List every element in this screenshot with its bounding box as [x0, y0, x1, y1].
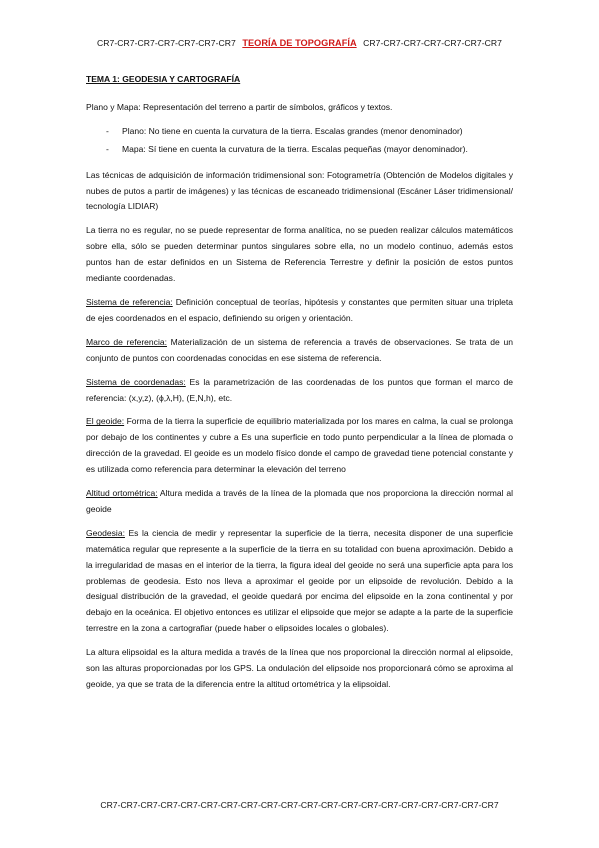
definition-term: Sistema de coordenadas:	[86, 376, 186, 387]
header-right-text: CR7-CR7-CR7-CR7-CR7-CR7-CR7	[363, 38, 502, 48]
topic-heading: TEMA 1: GEODESIA Y CARTOGRAFÍA	[86, 74, 241, 84]
definition-text: Forma de la tierra la superficie de equilibrio materializada por los mares en calma, la cual se prolonga por debajo de los continentes y cubre a Es una superficie en todo punto perpendicular a la línea de plomada o dirección de la gravedad. El geoide es un modelo físico donde el campo de gravedad tiene potencial constante y es utilizada como referencia para determinar la elevación del terreno	[86, 416, 513, 475]
definition-term: Geodesia:	[86, 527, 125, 538]
definition-text: Materialización de un sistema de referencia a través de observaciones. Se trata de un conjunto de puntos con coordenadas conocidas en ese sistema de referencia.	[86, 336, 513, 363]
page-header	[86, 38, 513, 48]
document-title: TEORÍA DE TOPOGRAFÍA	[242, 38, 357, 48]
definition-reference-frame	[86, 335, 513, 367]
definition-term: Sistema de referencia:	[86, 296, 173, 307]
bullet-text: Mapa: Sí tiene en cuenta la curvatura de la tierra. Escalas pequeñas (mayor denominador).	[122, 143, 468, 154]
definition-coordinate-system	[86, 375, 513, 407]
definition-text: Altura medida a través de la línea de la plomada que nos proporciona la dirección normal al geoide	[86, 488, 513, 514]
definition-geodesy	[86, 526, 513, 637]
definition-term: Altitud ortométrica:	[86, 488, 158, 499]
definition-term: El geoide:	[86, 416, 125, 427]
document-body	[86, 72, 513, 701]
intro-paragraph: Plano y Mapa: Representación del terreno a partir de símbolos, gráficos y textos.	[86, 101, 393, 112]
list-item	[86, 124, 513, 140]
ellipsoidal-height-paragraph: La altura elipsoidal es la altura medida a través de la línea que nos proporcional la dirección normal al elipsoide, son las alturas proporcionadas por los GPS. La ondulación del elipsoide nos proporcionará cómo se aproxima al geoide, ya que se trata de la diferencia entre la altitud ortométrica y la elipsoidal.	[86, 647, 513, 689]
definition-text: Es la parametrización de las coordenadas de los puntos que forman el marco de referencia: (x,y,z), (ϕ,λ,H), (E,N,h), etc.	[86, 376, 513, 403]
bullet-text: Plano: No tiene en cuenta la curvatura de la tierra. Escalas grandes (menor denominador)	[122, 125, 463, 136]
list-item	[86, 142, 513, 158]
earth-paragraph: La tierra no es regular, no se puede representar de forma analítica, no se pueden realizar cálculos matemáticos sobre ella, sólo se pueden determinar puntos singulares sobre ella, no un modelo continuo, además estos puntos han de estar definidos en un Sistema de Referencia Terrestre y definir la posición de estos puntos mediante coordenadas.	[86, 225, 513, 284]
definition-geoid	[86, 414, 513, 478]
bullet-list	[86, 124, 513, 158]
header-left-text: CR7-CR7-CR7-CR7-CR7-CR7-CR7	[97, 38, 236, 48]
page-footer: CR7-CR7-CR7-CR7-CR7-CR7-CR7-CR7-CR7-CR7-CR7-CR7-CR7-CR7-CR7-CR7-CR7-CR7-CR7-CR7	[100, 800, 499, 810]
bullet-dash: -	[106, 143, 109, 154]
bullet-dash: -	[106, 125, 109, 136]
definition-term: Marco de referencia:	[86, 336, 167, 347]
definition-reference-system	[86, 295, 513, 327]
definition-orthometric-height	[86, 486, 513, 518]
techniques-paragraph: Las técnicas de adquisición de información tridimensional son: Fotogrametría (Obtención de Modelos digitales y nubes de putos a partir de imágenes) y las técnicas de escaneado tridimensional (Escáner Láser tridimensional/ tecnología LIDIAR)	[86, 169, 513, 212]
definition-text: Es la ciencia de medir y representar la superficie de la tierra, necesita disponer de una superficie matemática regular que represente a la superficie de la tierra en su totalidad con buena aproximación. Debido a la irregularidad de masas en el interior de la tierra, la figura ideal del geoide no será una superficie apta para los problemas de geodesia. Esto nos lleva a aproximar el geoide por un elipsoide de revolución. Debido a la desigual distribución de la gravedad, el geoide quedará por encima del elipsoide en la zona continental y por debajo en la oceánica. El objetivo entonces es utilizar el elipsoide que mejor se adapte a la parte de la superficie terrestre en la zona a cartografiar (puede haber o elipsoides locales o globales).	[86, 527, 513, 634]
definition-text: Definición conceptual de teorías, hipótesis y constantes que permiten situar una tripleta de ejes coordenados en el espacio, definiendo su origen y orientación.	[86, 296, 513, 323]
